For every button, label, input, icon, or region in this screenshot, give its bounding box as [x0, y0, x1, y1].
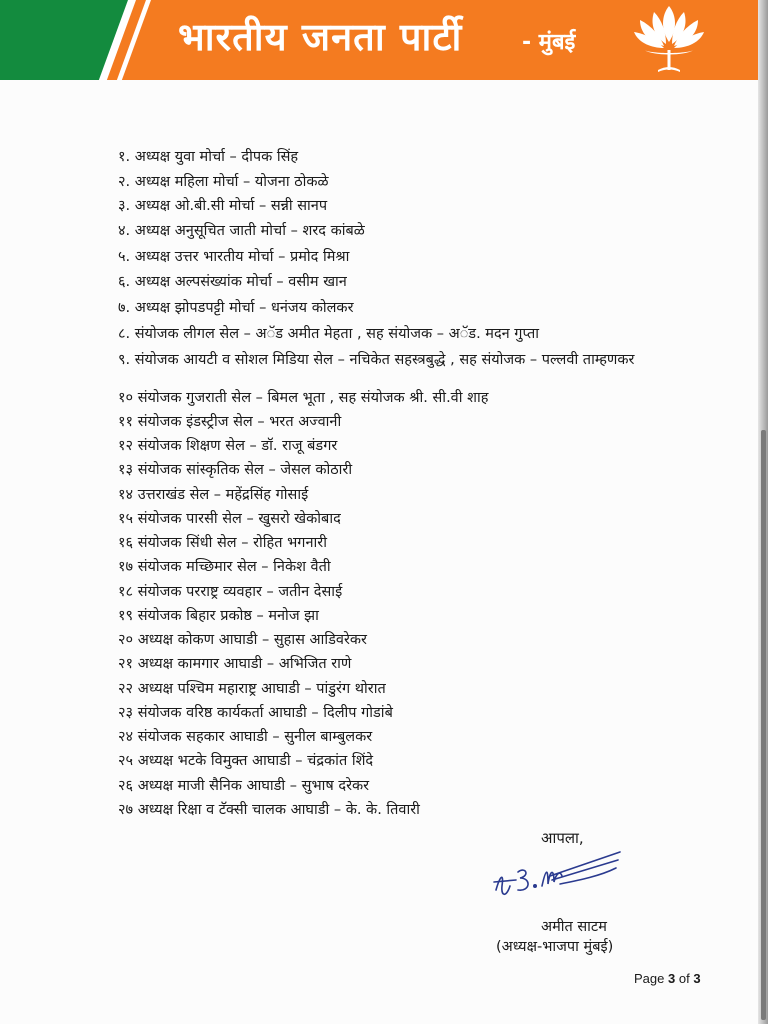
page-total: 3 [693, 971, 701, 986]
list-item: १६ संयोजक सिंधी सेल – रोहित भगनारी [118, 535, 327, 551]
list-item: १५ संयोजक पारसी सेल – खुसरो खेकोबाद [118, 511, 341, 527]
list-item: ६. अध्यक्ष अल्पसंख्यांक मोर्चा – वसीम खान [118, 274, 347, 290]
list-item: १७ संयोजक मच्छिमार सेल – निकेश वैती [118, 559, 331, 575]
list-item: २६ अध्यक्ष माजी सैनिक आघाडी – सुभाष दरेकर [118, 778, 370, 794]
list-item: १० संयोजक गुजराती सेल – बिमल भूता , सह संयोजक श्री. सी.वी शाह [118, 390, 489, 406]
page-current: 3 [668, 971, 676, 986]
list-item: १. अध्यक्ष युवा मोर्चा – दीपक सिंह [118, 149, 299, 165]
list-item: २७ अध्यक्ष रिक्षा व टॅक्सी चालक आघाडी – के. के. तिवारी [118, 802, 420, 818]
signer-name: अमीत साटम [541, 919, 607, 935]
list-item: ९. संयोजक आयटी व सोशल मिडिया सेल – नचिकेत सहस्त्रबुद्धे , सह संयोजक – पल्लवी ताम्हणकर [118, 352, 635, 368]
list-item: ८. संयोजक लीगल सेल – अॅड अमीत मेहता , सह संयोजक – अॅड. मदन गुप्ता [118, 326, 539, 342]
list-item: २२ अध्यक्ष पश्चिम महाराष्ट्र आघाडी – पांडुरंग थोरात [118, 681, 386, 697]
list-item: ७. अध्यक्ष झोपडपट्टी मोर्चा – धनंजय कोलकर [118, 300, 354, 316]
page-of: of [678, 971, 690, 986]
list-item: ४. अध्यक्ष अनुसूचित जाती मोर्चा – शरद कांबळे [118, 223, 365, 239]
handwritten-signature [490, 846, 625, 908]
page-number [634, 971, 701, 986]
list-item: १८ संयोजक परराष्ट्र व्यवहार – जतीन देसाई [118, 584, 343, 600]
list-item: १९ संयोजक बिहार प्रकोष्ठ – मनोज झा [118, 608, 319, 624]
signer-title: (अध्यक्ष-भाजपा मुंबई) [496, 939, 614, 955]
list-item: २५ अध्यक्ष भटके विमुक्त आघाडी – चंद्रकांत शिंदे [118, 753, 374, 769]
list-item: १४ उत्तराखंड सेल – महेंद्रसिंह गोसाई [118, 487, 309, 503]
closing-salutation: आपला, [541, 829, 584, 847]
page-word: Page [634, 971, 665, 986]
list-item: १३ संयोजक सांस्कृतिक सेल – जेसल कोठारी [118, 462, 353, 478]
party-subtitle: - मुंबई [522, 30, 576, 55]
list-item: ५. अध्यक्ष उत्तर भारतीय मोर्चा – प्रमोद मिश्रा [118, 249, 350, 265]
list-item: २३ संयोजक वरिष्ठ कार्यकर्ता आघाडी – दिलीप गोडांबे [118, 705, 393, 721]
list-item: १२ संयोजक शिक्षण सेल – डॉ. राजू बंडगर [118, 438, 338, 454]
list-item: २४ संयोजक सहकार आघाडी – सुनील बाम्बुलकर [118, 729, 373, 745]
list-item: २० अध्यक्ष कोकण आघाडी – सुहास आडिवरेकर [118, 632, 367, 648]
list-item: २. अध्यक्ष महिला मोर्चा – योजना ठोकळे [118, 174, 329, 190]
list-item: ३. अध्यक्ष ओ.बी.सी मोर्चा – सन्नी सानप [118, 198, 328, 214]
list-item: २१ अध्यक्ष कामगार आघाडी – अभिजित राणे [118, 656, 352, 672]
party-title: भारतीय जनता पार्टी [178, 15, 463, 59]
list-item: ११ संयोजक इंडस्ट्रीज सेल – भरत अज्वानी [118, 414, 342, 430]
